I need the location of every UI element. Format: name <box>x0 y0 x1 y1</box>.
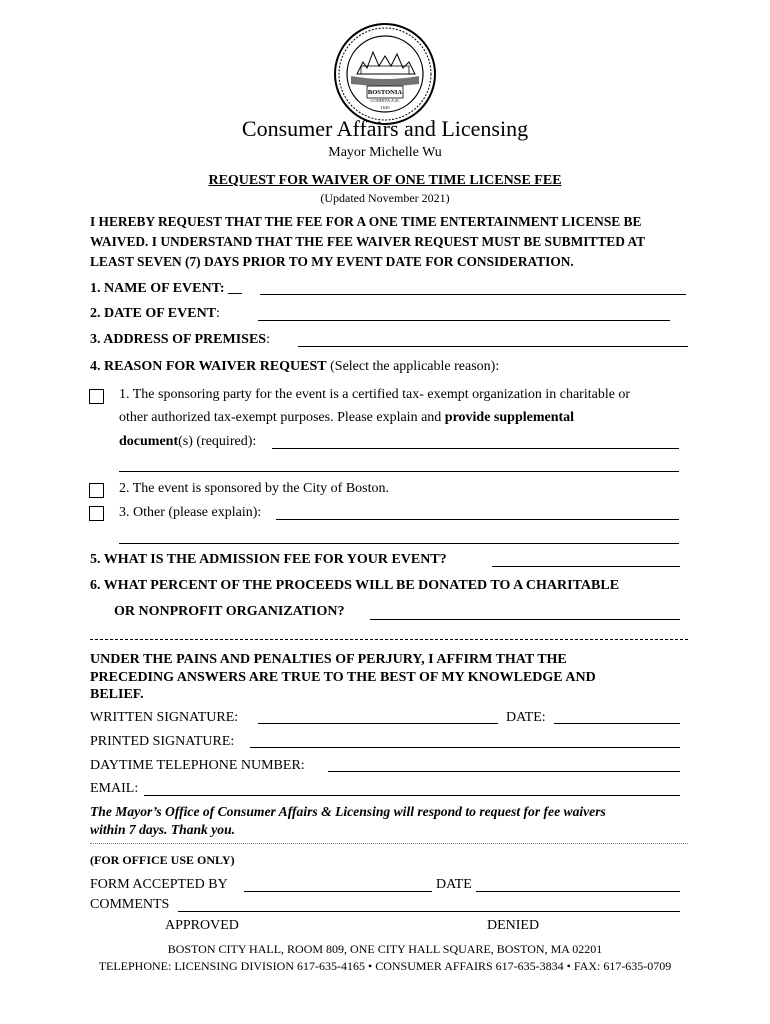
option-1-line-2-text: other authorized tax-exempt purposes. Please explain and <box>119 410 445 425</box>
q1-label: 1. NAME OF EVENT: __ <box>90 281 243 296</box>
option-1-line-3-bold: document <box>119 434 179 449</box>
option-1-explain-field[interactable] <box>272 448 679 449</box>
option-3-explain-field[interactable] <box>276 519 679 520</box>
footer-address: BOSTON CITY HALL, ROOM 809, ONE CITY HALL SQUARE, BOSTON, MA 02201 <box>167 942 603 956</box>
approved-label: APPROVED <box>165 918 239 933</box>
q4-note: (Select the applicable reason): <box>326 359 500 374</box>
q4-text: 4. REASON FOR WAIVER REQUEST <box>90 359 327 374</box>
office-date-label: DATE <box>436 877 472 892</box>
intro-statement <box>90 212 690 272</box>
comments-field[interactable] <box>178 911 680 912</box>
perjury-line-1: UNDER THE PAINS AND PENALTIES OF PERJURY, I AFFIRM THAT THE <box>90 652 567 667</box>
q3-colon: : <box>266 332 270 347</box>
seal-text-top: BOSTONIA <box>367 89 403 96</box>
office-date-field[interactable] <box>476 891 680 892</box>
footer-telephone: TELEPHONE: LICENSING DIVISION 617-635-4165 • CONSUMER AFFAIRS 617-635-3834 • FAX: 617-635-0709 <box>98 959 672 973</box>
q2-colon: : <box>216 306 220 321</box>
comments-label: COMMENTS <box>90 897 170 912</box>
option-1-line-2-bold: provide supplemental <box>444 410 575 425</box>
perjury-line-2: PRECEDING ANSWERS ARE TRUE TO THE BEST OF MY KNOWLEDGE AND <box>90 669 596 685</box>
printed-signature-field[interactable] <box>250 747 680 748</box>
admission-fee-field[interactable] <box>492 566 680 567</box>
response-note-line-2: within 7 days. Thank you. <box>90 821 236 837</box>
option-1-line-3-text: (s) (required): <box>178 434 257 449</box>
option-1-line-1: 1. The sponsoring party for the event is a certified tax- exempt organization in charitable or <box>119 387 631 402</box>
option-1-line-3 <box>119 434 256 450</box>
event-name-field[interactable] <box>260 294 686 295</box>
email-field[interactable] <box>144 795 680 796</box>
perjury-line-3: BELIEF. <box>90 687 144 702</box>
form-accepted-field[interactable] <box>244 891 432 892</box>
daytime-phone-field[interactable] <box>328 771 680 772</box>
email-label: EMAIL: <box>90 781 139 796</box>
printed-signature-label: PRINTED SIGNATURE: <box>90 734 235 749</box>
q5-label: 5. WHAT IS THE ADMISSION FEE FOR YOUR EVENT? <box>90 552 447 567</box>
seal-text-year: 1630 <box>380 105 390 110</box>
response-note <box>90 803 690 838</box>
q2-text: 2. DATE OF EVENT <box>90 306 217 321</box>
option-1-checkbox[interactable] <box>89 389 104 404</box>
option-1-line-2 <box>119 410 574 426</box>
q3-text: 3. ADDRESS OF PREMISES <box>90 332 267 347</box>
seal-text-mid: CONDITA A.D. <box>370 98 400 103</box>
option-3-checkbox[interactable] <box>89 506 104 521</box>
q2-label <box>90 306 220 322</box>
premises-address-field[interactable] <box>298 346 688 347</box>
office-use-heading: (FOR OFFICE USE ONLY) <box>90 853 235 867</box>
signature-date-field[interactable] <box>554 723 680 724</box>
q3-label <box>90 332 270 348</box>
office-divider <box>90 843 688 844</box>
form-title: REQUEST FOR WAIVER OF ONE TIME LICENSE FEE <box>208 173 562 188</box>
form-accepted-label: FORM ACCEPTED BY <box>90 877 228 892</box>
option-3-explain-field-2[interactable] <box>119 543 679 544</box>
intro-line-1: I HEREBY REQUEST THAT THE FEE FOR A ONE TIME ENTERTAINMENT LICENSE BE <box>90 214 642 229</box>
city-of-boston-seal-icon <box>333 22 437 126</box>
written-signature-field[interactable] <box>258 723 498 724</box>
q6-label-line-1: 6. WHAT PERCENT OF THE PROCEEDS WILL BE DONATED TO A CHARITABLE <box>90 578 620 593</box>
option-3-label: 3. Other (please explain): <box>119 505 262 520</box>
perjury-statement <box>90 651 650 704</box>
intro-line-3: LEAST SEVEN (7) DAYS PRIOR TO MY EVENT DATE FOR CONSIDERATION. <box>90 254 574 269</box>
page-subtitle: Mayor Michelle Wu <box>328 145 442 160</box>
option-1-explain-field-2[interactable] <box>119 471 679 472</box>
signature-date-label: DATE: <box>506 710 546 725</box>
page-title: Consumer Affairs and Licensing <box>241 116 529 141</box>
daytime-phone-label: DAYTIME TELEPHONE NUMBER: <box>90 758 305 773</box>
option-2-checkbox[interactable] <box>89 483 104 498</box>
q4-label <box>90 359 499 375</box>
written-signature-label: WRITTEN SIGNATURE: <box>90 710 239 725</box>
q6-label-line-2: OR NONPROFIT ORGANIZATION? <box>114 604 345 619</box>
updated-note: (Updated November 2021) <box>320 191 450 205</box>
option-2-label: 2. The event is sponsored by the City of Boston. <box>119 481 389 496</box>
denied-label: DENIED <box>487 918 540 933</box>
donation-percent-field[interactable] <box>370 619 680 620</box>
event-date-field[interactable] <box>258 320 670 321</box>
section-divider <box>90 639 688 640</box>
intro-line-2: WAIVED. I UNDERSTAND THAT THE FEE WAIVER REQUEST MUST BE SUBMITTED AT <box>90 234 646 249</box>
response-note-line-1: The Mayor’s Office of Consumer Affairs & Licensing will respond to request for fee waivers <box>90 804 606 819</box>
